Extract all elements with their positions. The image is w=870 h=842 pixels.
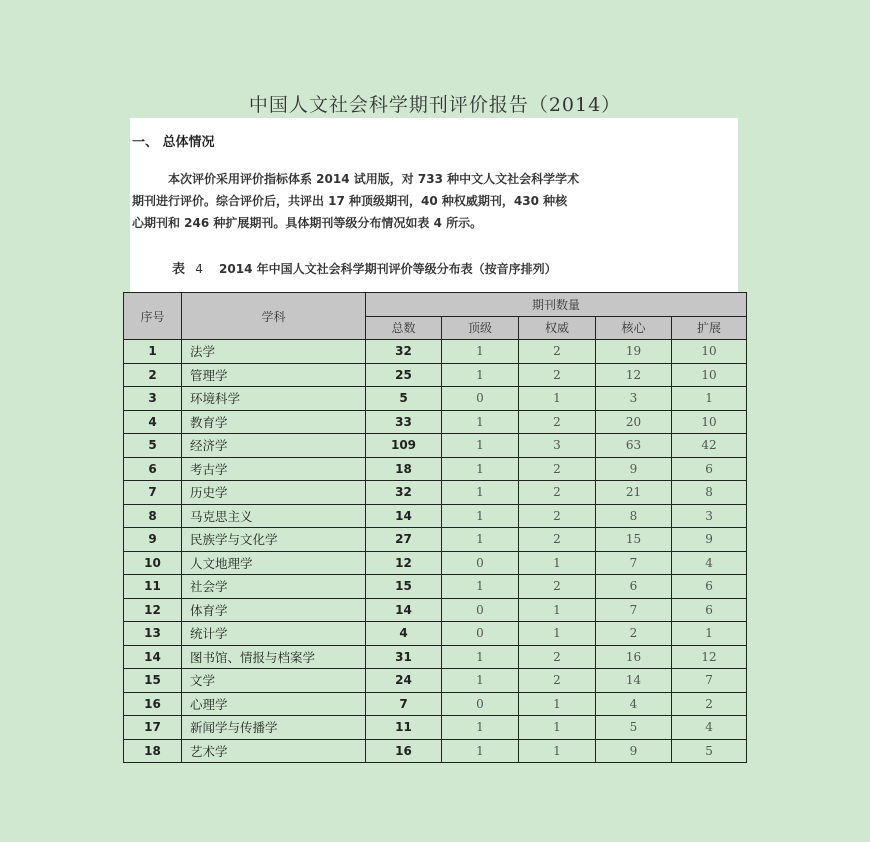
row-number: 2 — [124, 363, 182, 387]
row-authority: 2 — [519, 363, 596, 387]
table-row — [124, 528, 747, 552]
row-number: 16 — [124, 692, 182, 716]
row-top: 1 — [442, 669, 519, 693]
row-core: 7 — [596, 598, 672, 622]
row-authority: 1 — [519, 692, 596, 716]
row-core: 8 — [596, 504, 672, 528]
table-row — [124, 692, 747, 716]
row-extended: 1 — [672, 387, 747, 411]
table-row — [124, 669, 747, 693]
intro-paragraph — [132, 168, 736, 234]
row-authority: 1 — [519, 622, 596, 646]
row-top: 1 — [442, 575, 519, 599]
row-subject: 文学 — [182, 669, 366, 693]
row-authority: 1 — [519, 716, 596, 740]
row-number: 6 — [124, 457, 182, 481]
row-core: 16 — [596, 645, 672, 669]
row-authority: 2 — [519, 410, 596, 434]
row-authority: 1 — [519, 387, 596, 411]
row-top: 1 — [442, 504, 519, 528]
row-core: 63 — [596, 434, 672, 458]
row-core: 20 — [596, 410, 672, 434]
row-top: 1 — [442, 340, 519, 364]
row-extended: 42 — [672, 434, 747, 458]
table-row — [124, 434, 747, 458]
row-total: 33 — [366, 410, 442, 434]
row-authority: 1 — [519, 598, 596, 622]
row-extended: 10 — [672, 340, 747, 364]
row-subject: 社会学 — [182, 575, 366, 599]
row-core: 7 — [596, 551, 672, 575]
table-row — [124, 340, 747, 364]
row-total: 16 — [366, 739, 442, 763]
row-subject: 考古学 — [182, 457, 366, 481]
journal-grade-table — [123, 292, 747, 763]
row-extended: 5 — [672, 739, 747, 763]
row-authority: 3 — [519, 434, 596, 458]
table-row — [124, 363, 747, 387]
header-authority: 权威 — [519, 316, 596, 340]
table-row — [124, 457, 747, 481]
row-total: 7 — [366, 692, 442, 716]
row-total: 5 — [366, 387, 442, 411]
row-subject: 新闻学与传播学 — [182, 716, 366, 740]
row-number: 10 — [124, 551, 182, 575]
row-extended: 4 — [672, 551, 747, 575]
row-extended: 8 — [672, 481, 747, 505]
row-number: 17 — [124, 716, 182, 740]
row-core: 5 — [596, 716, 672, 740]
row-core: 9 — [596, 457, 672, 481]
row-extended: 12 — [672, 645, 747, 669]
row-core: 15 — [596, 528, 672, 552]
row-top: 1 — [442, 363, 519, 387]
row-number: 3 — [124, 387, 182, 411]
row-top: 1 — [442, 434, 519, 458]
paragraph-line: 期刊进行评价。综合评价后，共评出 17 种顶级期刊，40 种权威期刊，430 种核 — [132, 194, 568, 208]
row-number: 1 — [124, 340, 182, 364]
row-core: 4 — [596, 692, 672, 716]
row-top: 1 — [442, 528, 519, 552]
row-top: 0 — [442, 387, 519, 411]
row-core: 9 — [596, 739, 672, 763]
row-subject: 环境科学 — [182, 387, 366, 411]
row-number: 4 — [124, 410, 182, 434]
page-title: 中国人文社会科学期刊评价报告（2014） — [248, 94, 622, 116]
row-extended: 10 — [672, 410, 747, 434]
table-row — [124, 739, 747, 763]
row-total: 31 — [366, 645, 442, 669]
row-subject: 人文地理学 — [182, 551, 366, 575]
table-row — [124, 481, 747, 505]
header-journal-count: 期刊数量 — [366, 293, 747, 317]
row-top: 0 — [442, 622, 519, 646]
row-top: 1 — [442, 410, 519, 434]
row-core: 3 — [596, 387, 672, 411]
row-extended: 3 — [672, 504, 747, 528]
header-top: 顶级 — [442, 316, 519, 340]
row-top: 0 — [442, 692, 519, 716]
row-authority: 2 — [519, 669, 596, 693]
table-row — [124, 551, 747, 575]
row-number: 12 — [124, 598, 182, 622]
row-subject: 法学 — [182, 340, 366, 364]
table-row — [124, 716, 747, 740]
table-row — [124, 622, 747, 646]
row-top: 1 — [442, 481, 519, 505]
table-row — [124, 575, 747, 599]
row-extended: 6 — [672, 598, 747, 622]
row-extended: 2 — [672, 692, 747, 716]
row-total: 18 — [366, 457, 442, 481]
row-core: 2 — [596, 622, 672, 646]
row-number: 15 — [124, 669, 182, 693]
row-subject: 马克思主义 — [182, 504, 366, 528]
row-top: 1 — [442, 457, 519, 481]
row-extended: 7 — [672, 669, 747, 693]
row-total: 24 — [366, 669, 442, 693]
row-top: 1 — [442, 716, 519, 740]
row-extended: 10 — [672, 363, 747, 387]
row-extended: 6 — [672, 457, 747, 481]
row-authority: 2 — [519, 504, 596, 528]
row-total: 4 — [366, 622, 442, 646]
paragraph-line: 心期刊和 246 种扩展期刊。具体期刊等级分布情况如表 4 所示。 — [132, 216, 483, 230]
row-total: 12 — [366, 551, 442, 575]
row-subject: 图书馆、情报与档案学 — [182, 645, 366, 669]
row-subject: 民族学与文化学 — [182, 528, 366, 552]
row-top: 0 — [442, 598, 519, 622]
row-extended: 4 — [672, 716, 747, 740]
row-top: 1 — [442, 645, 519, 669]
row-top: 0 — [442, 551, 519, 575]
header-no: 序号 — [124, 293, 182, 340]
row-total: 109 — [366, 434, 442, 458]
table-row — [124, 645, 747, 669]
row-extended: 1 — [672, 622, 747, 646]
caption-number: 4 — [195, 262, 203, 276]
header-total: 总数 — [366, 316, 442, 340]
table-caption — [172, 258, 557, 277]
header-extended: 扩展 — [672, 316, 747, 340]
header-subject: 学科 — [182, 293, 366, 340]
table-row — [124, 598, 747, 622]
caption-text: 2014 年中国人文社会科学期刊评价等级分布表（按音序排列） — [219, 262, 557, 276]
row-authority: 2 — [519, 528, 596, 552]
row-authority: 2 — [519, 645, 596, 669]
row-subject: 体育学 — [182, 598, 366, 622]
table-row — [124, 410, 747, 434]
header-core: 核心 — [596, 316, 672, 340]
row-subject: 统计学 — [182, 622, 366, 646]
row-total: 15 — [366, 575, 442, 599]
row-core: 19 — [596, 340, 672, 364]
row-subject: 管理学 — [182, 363, 366, 387]
row-core: 6 — [596, 575, 672, 599]
row-total: 32 — [366, 481, 442, 505]
row-authority: 2 — [519, 340, 596, 364]
row-total: 14 — [366, 504, 442, 528]
row-authority: 1 — [519, 551, 596, 575]
caption-lead: 表 — [172, 262, 186, 277]
table-row — [124, 504, 747, 528]
row-subject: 教育学 — [182, 410, 366, 434]
row-core: 12 — [596, 363, 672, 387]
row-number: 9 — [124, 528, 182, 552]
row-extended: 6 — [672, 575, 747, 599]
row-number: 8 — [124, 504, 182, 528]
row-core: 14 — [596, 669, 672, 693]
row-total: 25 — [366, 363, 442, 387]
section-heading: 一、 总体情况 — [132, 135, 215, 150]
row-number: 14 — [124, 645, 182, 669]
row-number: 11 — [124, 575, 182, 599]
row-subject: 经济学 — [182, 434, 366, 458]
row-authority: 2 — [519, 457, 596, 481]
row-authority: 2 — [519, 575, 596, 599]
row-top: 1 — [442, 739, 519, 763]
row-subject: 心理学 — [182, 692, 366, 716]
row-number: 13 — [124, 622, 182, 646]
paragraph-line: 本次评价采用评价指标体系 2014 试用版，对 733 种中文人文社会科学学术 — [168, 172, 580, 186]
row-authority: 2 — [519, 481, 596, 505]
row-number: 5 — [124, 434, 182, 458]
row-number: 7 — [124, 481, 182, 505]
row-total: 11 — [366, 716, 442, 740]
row-total: 27 — [366, 528, 442, 552]
row-subject: 艺术学 — [182, 739, 366, 763]
row-subject: 历史学 — [182, 481, 366, 505]
row-authority: 1 — [519, 739, 596, 763]
row-total: 14 — [366, 598, 442, 622]
row-core: 21 — [596, 481, 672, 505]
row-number: 18 — [124, 739, 182, 763]
table-row — [124, 387, 747, 411]
row-extended: 9 — [672, 528, 747, 552]
row-total: 32 — [366, 340, 442, 364]
